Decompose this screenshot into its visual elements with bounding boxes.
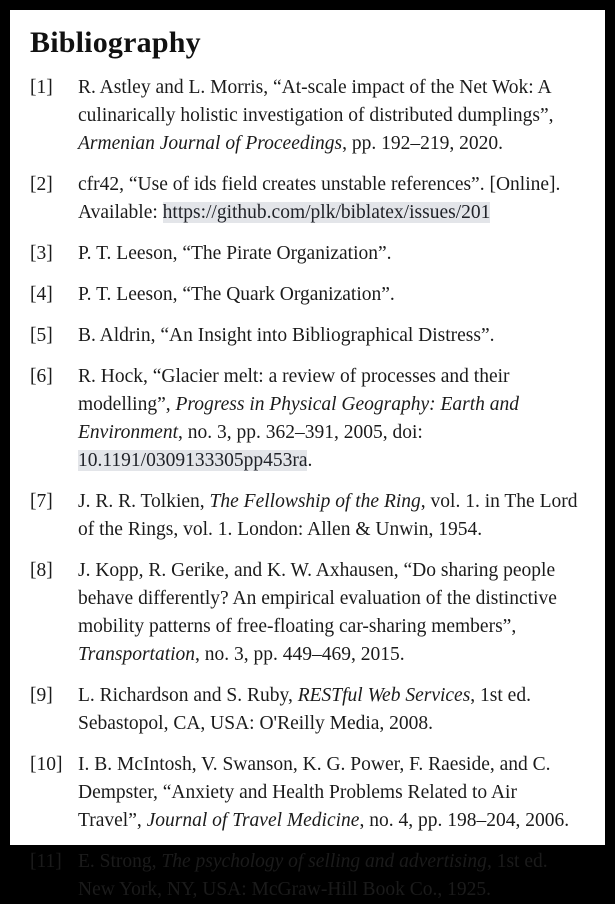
reference-italic-title: Transportation xyxy=(78,643,196,665)
reference-italic-title: Progress in Physical Geography: Earth and Environment xyxy=(78,393,520,443)
reference-link[interactable]: https://github.com/plk/biblatex/issues/201 xyxy=(162,201,491,223)
page-title: Bibliography xyxy=(30,26,201,59)
reference-number: [2] xyxy=(30,173,53,195)
reference-text-run: , 1st ed. New York, NY, USA: McGraw-Hill Book Co., 1925. xyxy=(78,850,548,900)
reference-text-run: , no. 3, pp. 362–391, 2005, doi: xyxy=(178,421,423,443)
reference-text xyxy=(78,682,585,738)
reference-item xyxy=(30,322,585,350)
reference-text-run: , 1st ed. Sebastopol, CA, USA: O'Reilly Media, 2008. xyxy=(78,684,531,734)
reference-number: [8] xyxy=(30,559,53,581)
reference-text-run: , no. 4, pp. 198–204, 2006. xyxy=(359,809,570,831)
reference-number: [10] xyxy=(30,753,63,775)
reference-text xyxy=(78,488,585,544)
reference-item xyxy=(30,240,585,268)
reference-number: [1] xyxy=(30,76,53,98)
reference-number: [7] xyxy=(30,490,53,512)
reference-number: [9] xyxy=(30,684,53,706)
reference-number: [6] xyxy=(30,365,53,387)
reference-text xyxy=(78,171,585,227)
reference-text-run: P. T. Leeson, “The Quark Organization”. xyxy=(78,283,395,305)
reference-text-run: R. Hock, “Glacier melt: a review of processes and their modelling”, xyxy=(78,365,510,415)
reference-text xyxy=(78,74,585,158)
reference-text-run: . xyxy=(307,449,313,471)
document-page xyxy=(10,10,605,900)
reference-list xyxy=(30,74,585,904)
reference-item xyxy=(30,848,585,904)
reference-text-run: R. Astley and L. Morris, “At-scale impact of the Net Wok: A culinarically holistic investigation of distributed dumplings”, xyxy=(78,76,554,126)
reference-item xyxy=(30,488,585,544)
reference-text-run: cfr42, “Use of ids field creates unstable references”. [Online]. Available: xyxy=(78,173,561,223)
reference-link[interactable]: 10.1191/0309133305pp453ra xyxy=(78,449,308,471)
reference-italic-title: Journal of Travel Medicine xyxy=(146,809,360,831)
reference-italic-title: Armenian Journal of Proceedings xyxy=(78,132,343,154)
reference-item xyxy=(30,363,585,475)
reference-text-run: I. B. McIntosh, V. Swanson, K. G. Power, F. Raeside, and C. Dempster, “Anxiety and Health Problems Related to Air Travel”, xyxy=(78,753,551,831)
reference-item xyxy=(30,74,585,158)
reference-italic-title: The Fellowship of the Ring xyxy=(209,490,421,512)
reference-item xyxy=(30,751,585,835)
reference-number: [4] xyxy=(30,283,53,305)
reference-text-run: , no. 3, pp. 449–469, 2015. xyxy=(195,643,405,665)
reference-text-run: L. Richardson and S. Ruby, xyxy=(78,684,298,706)
reference-text-run: , vol. 1. in The Lord of the Rings, vol. 1. London: Allen & Unwin, 1954. xyxy=(78,490,578,540)
reference-text xyxy=(78,751,585,835)
reference-item xyxy=(30,281,585,309)
reference-text-run: J. R. R. Tolkien, xyxy=(78,490,210,512)
reference-text-run: E. Strong, xyxy=(78,850,162,872)
reference-number: [11] xyxy=(30,850,62,872)
reference-item xyxy=(30,171,585,227)
reference-text xyxy=(78,322,585,350)
reference-text xyxy=(78,848,585,904)
reference-number: [3] xyxy=(30,242,53,264)
reference-text xyxy=(78,281,585,309)
reference-italic-title: The psychology of selling and advertising xyxy=(161,850,487,872)
reference-text-run: , pp. 192–219, 2020. xyxy=(342,132,503,154)
reference-text xyxy=(78,557,585,669)
reference-text-run: B. Aldrin, “An Insight into Bibliographical Distress”. xyxy=(78,324,495,346)
reference-text-run: J. Kopp, R. Gerike, and K. W. Axhausen, “Do sharing people behave differently? An empirical evaluation of the distinctive mobility patterns of free-floating car-sharing members”, xyxy=(78,559,557,637)
reference-text xyxy=(78,240,585,268)
reference-item xyxy=(30,682,585,738)
reference-text xyxy=(78,363,585,475)
reference-text-run: P. T. Leeson, “The Pirate Organization”. xyxy=(78,242,392,264)
reference-italic-title: RESTful Web Services xyxy=(297,684,471,706)
reference-number: [5] xyxy=(30,324,53,346)
reference-item xyxy=(30,557,585,669)
